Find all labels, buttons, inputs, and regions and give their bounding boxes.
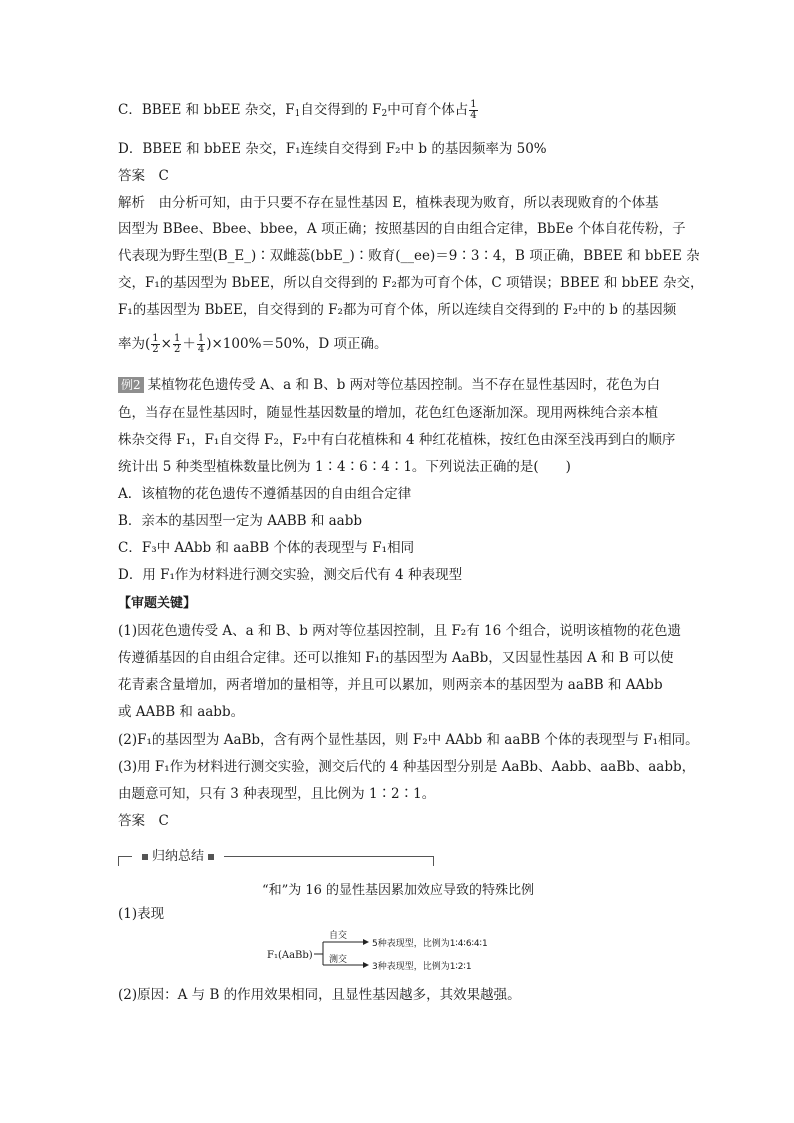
example-2-option-c: C．F₃中 AAbb 和 aaBB 个体的表现型与 F₁相同 bbox=[118, 540, 415, 556]
example-2-line-4: 统计出 5 种类型植株数量比例为 1∶4∶6∶4∶1。下列说法正确的是( ) bbox=[118, 459, 571, 475]
explanation-line-2: 因型为 BBee、Bbee、bbee，A 项正确；按照基因的自由组合定律，BbEe 个体自花传粉，子 bbox=[118, 221, 686, 237]
example-2-line-3: 株杂交得 F₁，F₁自交得 F₂，F₂中有白花植株和 4 种红花植株，按红色由深至浅再到白的顺序 bbox=[118, 432, 676, 448]
option-c-text-1: C．BBEE 和 bbEE 杂交，F bbox=[118, 102, 295, 118]
option-c-text-2: 自交得到的 F bbox=[300, 102, 382, 118]
example-2-option-d: D．用 F₁作为材料进行测交实验，测交后代有 4 种表现型 bbox=[118, 567, 463, 583]
fraction-half-2: $\frac{1}{2}$ bbox=[173, 333, 181, 355]
answer-1: 答案 C bbox=[118, 168, 169, 184]
key-line-6: (3)用 F₁作为材料进行测交实验，测交后代的 4 种基因型分别是 AaBb、Aabb、aaBb、aabb， bbox=[118, 759, 696, 775]
summary-item-2: (2)原因：A 与 B 的作用效果相同，且显性基因越多，其效果越强。 bbox=[118, 987, 521, 1003]
key-line-2: 传遵循基因的自由组合定律。还可以推知 F₁的基因型为 AaBb，又因显性基因 A 和 B 可以使 bbox=[118, 650, 674, 666]
diagram-bottom-label: 测交 bbox=[329, 955, 348, 965]
example-2-line-2: 色，当存在显性基因时，随显性基因数量的增加，花色红色逐渐加深。现用两株纯合亲本植 bbox=[118, 405, 658, 421]
example-2-line-1: 例2 某植物花色遗传受 A、a 和 B、b 两对等位基因控制。当不存在显性基因时，花色为白 bbox=[118, 375, 660, 395]
answer-2: 答案 C bbox=[118, 813, 169, 829]
fraction-quarter: $\frac{1}{4}$ bbox=[197, 333, 205, 355]
option-d-line: D．BBEE 和 bbEE 杂交，F₁连续自交得到 F₂中 b 的基因频率为 50% bbox=[118, 141, 547, 157]
key-line-5: (2)F₁的基因型为 AaBb，含有两个显性基因，则 F₂中 AAbb 和 aaBB 个体的表现型与 F₁相同。 bbox=[118, 732, 699, 748]
fraction-one-quarter: $\frac{1}{4}$ bbox=[470, 99, 477, 121]
key-line-1: (1)因花色遗传受 A、a 和 B、b 两对等位基因控制，且 F₂有 16 个组合，说明该植物的花色遗 bbox=[118, 623, 681, 639]
key-line-4: 或 AABB 和 aabb。 bbox=[118, 704, 245, 720]
diagram-source: F₁(AaBb) bbox=[267, 950, 313, 961]
explanation-line-4: 交，F₁的基因型为 BbEE，所以自交得到的 F₂都为可育个体，C 项错误；BBEE 和 bbEE 杂交， bbox=[118, 275, 704, 291]
explanation-line-1: 解析 由分析可知，由于只要不存在显性基因 E，植株表现为败育，所以表现败育的个体基 bbox=[118, 195, 659, 211]
summary-label: 归纳总结 bbox=[132, 848, 224, 866]
square-bullet-icon bbox=[142, 854, 148, 860]
diagram-bottom-text: 3种表现型，比例为1∶2∶1 bbox=[372, 962, 472, 972]
fraction-half-1: $\frac{1}{2}$ bbox=[152, 333, 159, 355]
square-bullet-icon bbox=[208, 854, 214, 860]
explanation-line-3: 代表现为野生型(B_E_)∶双雌蕊(bbE_)∶败育(__ee)＝9∶3∶4，B 项正确，BBEE 和 bbEE 杂 bbox=[118, 248, 700, 264]
summary-box bbox=[118, 848, 434, 866]
cross-diagram bbox=[265, 928, 555, 976]
diagram-top-text: 5种表现型，比例为1∶4∶6∶4∶1 bbox=[372, 939, 488, 949]
option-c-line: C．BBEE 和 bbEE 杂交，$F_1$自交得到的 $F_2$中可育个体占 $\frac{1}{4}$ bbox=[118, 99, 477, 121]
diagram-top-label: 自交 bbox=[329, 931, 348, 941]
option-c-text-3: 中可育个体占 bbox=[387, 102, 469, 118]
summary-item-1: (1)表现 bbox=[118, 906, 165, 922]
example-2-option-b: B．亲本的基因型一定为 AABB 和 aabb bbox=[118, 513, 363, 529]
example-2-option-a: A．该植物的花色遗传不遵循基因的自由组合定律 bbox=[118, 486, 412, 502]
summary-heading: “和”为 16 的显性基因累加效应导致的特殊比例 bbox=[261, 883, 535, 898]
key-line-7: 由题意可知，只有 3 种表现型，且比例为 1∶2∶1。 bbox=[118, 786, 436, 802]
key-title: 【审题关键】 bbox=[118, 596, 197, 611]
explanation-line-5: F₁的基因型为 BbEE，自交得到的 F₂都为可育个体，所以连续自交得到的 F₂中的 b 的基因频 bbox=[118, 302, 677, 318]
key-line-3: 花青素含量增加，两者增加的量相等，并且可以累加，则两亲本的基因型为 aaBB 和 AAbb bbox=[118, 677, 663, 693]
explanation-line-6: 率为( $\frac{1}{2}$ × $\frac{1}{2}$ ＋ $\frac{1}{4}$ )×100%＝50%，D 项正确。 bbox=[118, 333, 388, 355]
example-2-tag: 例2 bbox=[118, 377, 144, 393]
